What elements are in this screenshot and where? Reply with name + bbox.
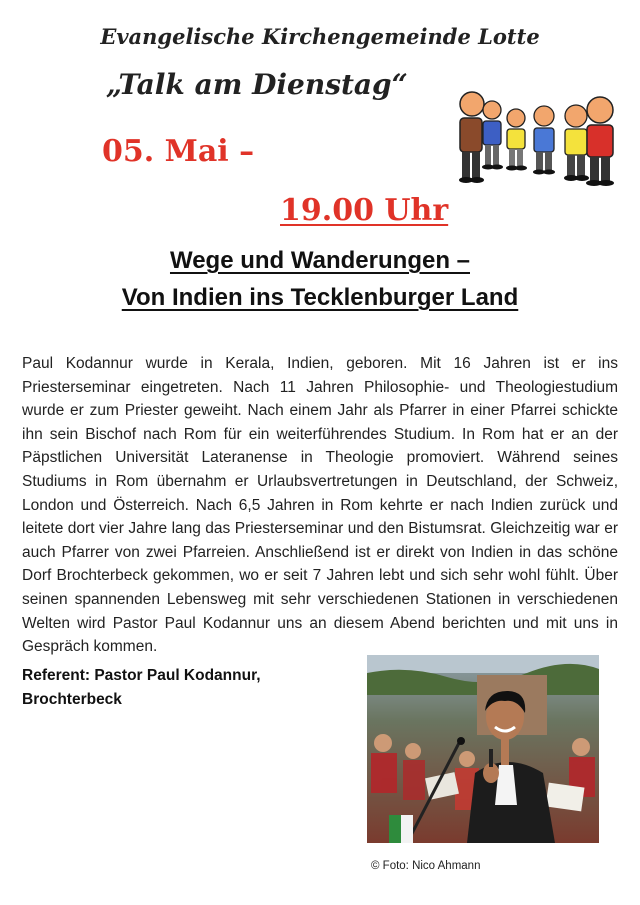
referent-name: Referent: Pastor Paul Kodannur, <box>22 667 261 684</box>
event-series-title: „Talk am Dienstag“ <box>106 68 408 101</box>
event-time: 19.00 Uhr <box>280 193 449 228</box>
photo-credit: © Foto: Nico Ahmann <box>371 860 481 872</box>
cartoon-person-4 <box>533 106 555 175</box>
speaker-biography: Paul Kodannur wurde in Kerala, Indien, geboren. Mit 16 Jahren ist er ins Priesterseminar eingetreten. Nach 11 Jahren Philosophie- und Theologiestudium wurde er zum Priester geweiht. Nach einem Jahr als Pfarrer in einer Pfarrei schickte ihn sein Bischof nach Rom für ein weiterführendes Studium. In Rom hat er an der Päpstlichen Universität Lateranense in Theologie promoviert. Während seines Studiums in Rom übernahm er Urlaubsvertretungen in Deutschland, der Schweiz, London und Österreich. Nach 6,5 Jahren in Rom kehrte er nach Indien zurück und leitete dort vier Jahre lang das Priesterseminar und den Bistumsrat. Gleichzeitig war er auch Pfarrer von zwei Pfarreien. Anschließend ist er direkt von Indien in das schöne Dorf Brochterbeck gekommen, wo er seit 7 Jahren lebt und sich sehr wohl fühlt. Über seinen spannenden Lebensweg mit sehr verschiedenen Stationen in verschiedenen Welten wird Pastor Paul Kodannur uns an diesem Abend berichten und mit uns in Gespräch kommen. <box>22 355 618 656</box>
congregation-name: Evangelische Kirchengemeinde Lotte <box>100 24 540 49</box>
speaker-photo <box>367 655 599 843</box>
event-date: 05. Mai – <box>102 134 255 169</box>
talk-title-line-1: Wege und Wanderungen – <box>169 247 470 274</box>
cartoon-person-6 <box>586 97 614 186</box>
cartoon-person-1 <box>459 92 484 183</box>
talk-title-line-2: Von Indien ins Tecklenburger Land <box>121 284 519 311</box>
people-illustration <box>452 84 620 192</box>
cartoon-person-5 <box>564 105 589 181</box>
referent-info <box>22 664 322 711</box>
referent-location: Brochterbeck <box>22 690 122 708</box>
cartoon-person-3 <box>506 109 527 171</box>
cartoon-person-2 <box>482 101 503 170</box>
